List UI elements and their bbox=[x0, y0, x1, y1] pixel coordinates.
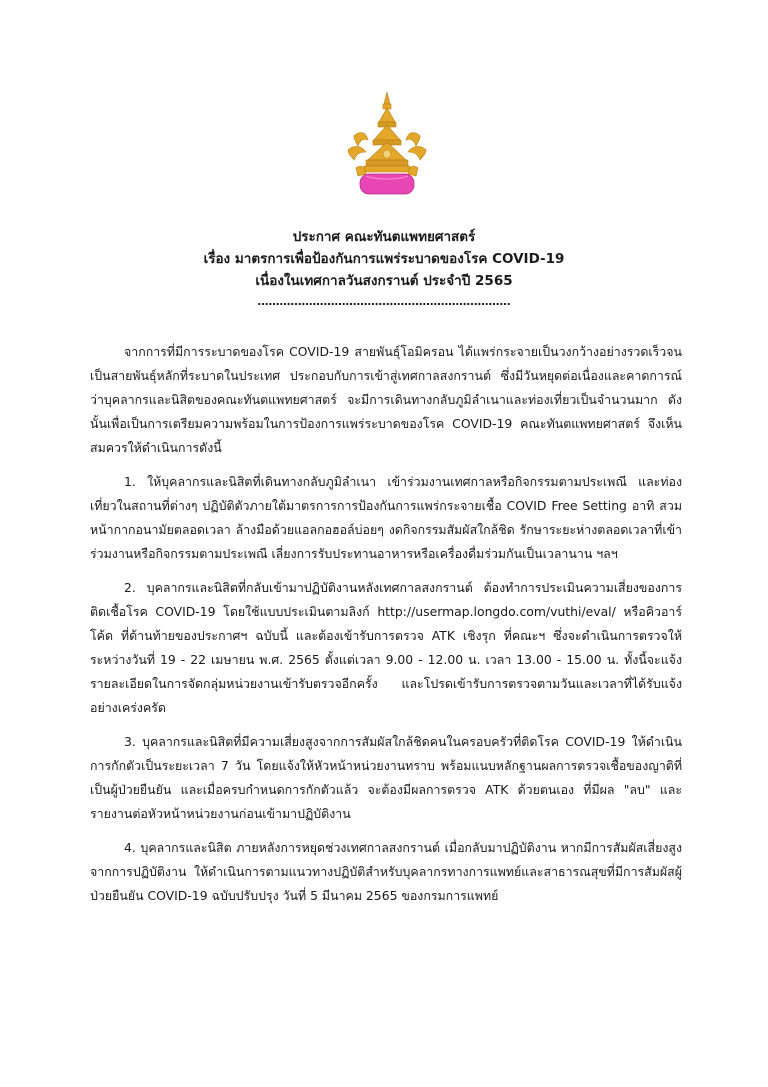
announcement-occasion: เนื่องในเทศกาลวันสงกรานต์ ประจำปี 2565 bbox=[255, 273, 513, 289]
chulalongkorn-emblem-icon bbox=[342, 90, 432, 202]
measure-3-paragraph: 3. บุคลากรและนิสิตที่มีความเสี่ยงสูงจากการสัมผัสใกล้ชิดคนในครอบครัวที่ติดโรค COVID-19 ให้ดำเนินการกักตัวเป็นระยะเวลา 7 วัน โดยแจ้งให้หัวหน้าหน่วยงานทราบ พร้อมแนบหลักฐานผลการตรวจเชื้อของญาติที่เป็นผู้ป่วยยืนยัน และเมื่อครบกำหนดการกักตัวแล้ว จะต้องมีผลการตรวจ ATK ด้วยตนเอง ที่มีผล "ลบ" และรายงานต่อหัวหน้าหน่วยงานก่อนเข้ามาปฏิบัติงาน bbox=[90, 734, 682, 821]
announcement-header bbox=[0, 226, 768, 308]
measure-1-paragraph: 1. ให้บุคลากรและนิสิตที่เดินทางกลับภูมิลำเนา เข้าร่วมงานเทศกาลหรือกิจกรรมตามประเพณี และท่องเที่ยวในสถานที่ต่างๆ ปฏิบัติตัวภายใต้มาตรการการป้องกันการแพร่กระจายเชื้อ COVID Free Setting อาทิ สวมหน้ากากอนามัยตลอดเวลา ล้างมือด้วยแอลกอฮอล์บ่อยๆ งดกิจกรรมสัมผัสใกล้ชิด รักษาระยะห่างตลอดเวลาที่เข้าร่วมงานหรือกิจกรรมตามประเพณี เลี่ยงการรับประทานอาหารหรือเครื่องดื่มร่วมกันเป็นเวลานาน ฯลฯ bbox=[90, 474, 682, 561]
measure-4-paragraph: 4. บุคลากรและนิสิต ภายหลังการหยุดช่วงเทศกาลสงกรานต์ เมื่อกลับมาปฏิบัติงาน หากมีการสัมผัสเสี่ยงสูงจากการปฏิบัติงาน ให้ดำเนินการตามแนวทางปฏิบัติสำหรับบุคลากรทางการแพทย์และสาธารณสุขที่มีการสัมผัสผู้ป่วยยืนยัน COVID-19 ฉบับปรับปรุง วันที่ 5 มีนาคม 2565 ของกรมการแพทย์ bbox=[90, 840, 682, 903]
announcement-subject: เรื่อง มาตรการเพื่อป้องกันการแพร่ระบาดของโรค COVID-19 bbox=[203, 251, 565, 267]
intro-paragraph: จากการที่มีการระบาดของโรค COVID-19 สายพันธุ์โอมิครอน ได้แพร่กระจายเป็นวงกว้างอย่างรวดเร็วจนเป็นสายพันธุ์หลักที่ระบาดในประเทศ ประกอบกับการเข้าสู่เทศกาลสงกรานต์ ซึ่งมีวันหยุดต่อเนื่องและคาดการณ์ว่าบุคลากรและนิสิตของคณะทันตแพทยศาสตร์ จะมีการเดินทางกลับภูมิลำเนาและท่องเที่ยวเป็นจำนวนมาก ดังนั้นเพื่อเป็นการเตรียมความพร้อมในการป้องการแพร่ระบาดของโรค COVID-19 คณะทันตแพทยศาสตร์ จึงเห็นสมควรให้ดำเนินการดังนี้ bbox=[90, 344, 682, 455]
header-separator: …………………………………………………………… bbox=[257, 295, 511, 308]
announcement-title: ประกาศ คณะทันตแพทยศาสตร์ bbox=[292, 229, 476, 245]
announcement-body bbox=[90, 340, 682, 918]
measure-2-paragraph: 2. บุคลากรและนิสิตที่กลับเข้ามาปฏิบัติงานหลังเทศกาลสงกรานต์ ต้องทำการประเมินความเสี่ยงของการติดเชื้อโรค COVID-19 โดยใช้แบบประเมินตามลิงก์ http://usermap.longdo.com/vuthi/eval/ หรือคิวอาร์โค้ด ที่ด้านท้ายของประกาศฯ ฉบับนี้ และต้องเข้ารับการตรวจ ATK เชิงรุก ที่คณะฯ ซึ่งจะดำเนินการตรวจให้ระหว่างวันที่ 19 - 22 เมษายน พ.ศ. 2565 ตั้งแต่เวลา 9.00 - 12.00 น. เวลา 13.00 - 15.00 น. ทั้งนี้จะแจ้งรายละเอียดในการจัดกลุ่มหน่วยงานเข้ารับตรวจอีกครั้ง และโปรดเข้ารับการตรวจตามวันและเวลาที่ได้รับแจ้งอย่างเคร่งครัด bbox=[90, 580, 682, 715]
